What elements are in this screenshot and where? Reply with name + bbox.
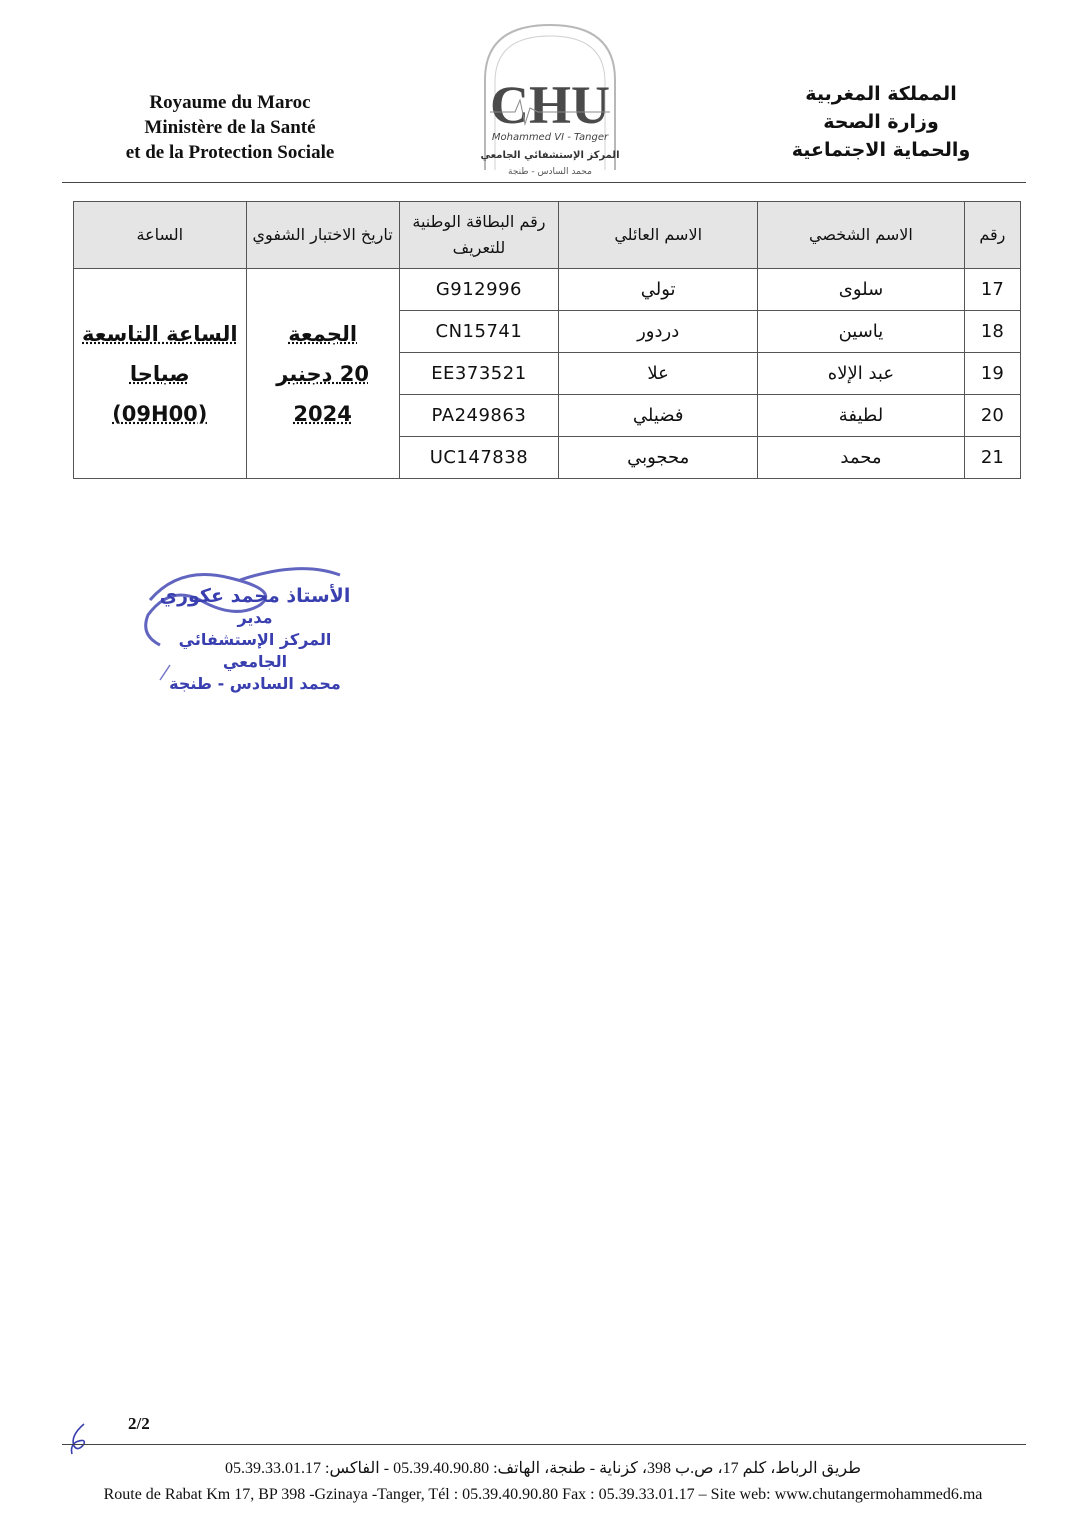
cell-cin: EE373521 [399,353,558,395]
cell-cin: G912996 [399,269,558,311]
logo-main: CHU [490,75,610,135]
header-fr-line: et de la Protection Sociale [125,142,335,163]
header-ar-line: والحماية الاجتماعية [791,139,971,161]
exam-time-line: الساعة التاسعة [82,321,238,346]
director-stamp [150,585,360,695]
cell-last-name: دردور [559,311,758,353]
cell-first-name: ياسين [758,311,965,353]
col-header-cin: رقم البطاقة الوطنية للتعريف [399,202,558,269]
header-french [100,90,360,165]
cell-last-name: تولي [559,269,758,311]
stamp-line: المركز الإستشفائي الجامعي [178,630,332,671]
cell-last-name: فضيلي [559,395,758,437]
col-header-time: الساعة [74,202,247,269]
page-number: 2/2 [128,1414,150,1433]
stamp-line: مدير [237,608,273,627]
header-ar-line: وزارة الصحة [823,111,939,133]
table-row [74,269,1021,311]
exam-day: الجمعة [288,321,358,346]
col-header-num: رقم [964,202,1020,269]
cell-first-name: سلوى [758,269,965,311]
cell-exam-date [246,269,399,479]
footer-arabic: طريق الرباط، كلم 17، ص.ب 398، كزناية - طنجة، الهاتف: 05.39.40.90.80 - الفاكس: 05.39.33.01.17 [225,1460,861,1477]
cell-cin: UC147838 [399,437,558,479]
cell-num: 19 [964,353,1020,395]
candidates-table [73,201,1021,479]
cell-cin: CN15741 [399,311,558,353]
table-header-row [74,202,1021,269]
cell-last-name: علا [559,353,758,395]
footer-divider [62,1444,1026,1445]
logo-ar2: محمد السادس - طنجة [508,167,592,177]
exam-time-line: صباحا [129,361,190,386]
cell-last-name: محجوبي [559,437,758,479]
stamp-line: الأستاذ محمد عكوري [159,585,351,607]
cell-first-name: محمد [758,437,965,479]
col-header-date: تاريخ الاختبار الشفوي [246,202,399,269]
cell-num: 18 [964,311,1020,353]
cell-num: 20 [964,395,1020,437]
chu-logo [470,20,630,185]
stamp-line: محمد السادس - طنجة [169,674,341,693]
header-divider [62,182,1026,183]
cell-exam-time [74,269,247,479]
logo-ar1: المركز الإستشفائي الجامعي [480,150,620,161]
footer-french: Route de Rabat Km 17, BP 398 -Gzinaya -Tanger, Tél : 05.39.40.90.80 Fax : 05.39.33.01.17 – Site web: www.chutangermohammed6.ma [103,1486,983,1503]
header-arabic [771,80,991,164]
header-ar-line: المملكة المغربية [805,83,957,105]
col-header-first-name: الاسم الشخصي [758,202,965,269]
cell-first-name: لطيفة [758,395,965,437]
cell-cin: PA249863 [399,395,558,437]
exam-time-line: (09H00) [112,401,208,426]
exam-date: 20 دجنبر 2024 [276,361,369,426]
header-fr-line: Ministère de la Santé [144,117,316,138]
initials-mark [66,1422,92,1456]
logo-sub: Mohammed VI - Tanger [491,132,609,143]
cell-num: 17 [964,269,1020,311]
col-header-last-name: الاسم العائلي [559,202,758,269]
cell-num: 21 [964,437,1020,479]
header-fr-line: Royaume du Maroc [149,92,311,113]
cell-first-name: عبد الإلاه [758,353,965,395]
